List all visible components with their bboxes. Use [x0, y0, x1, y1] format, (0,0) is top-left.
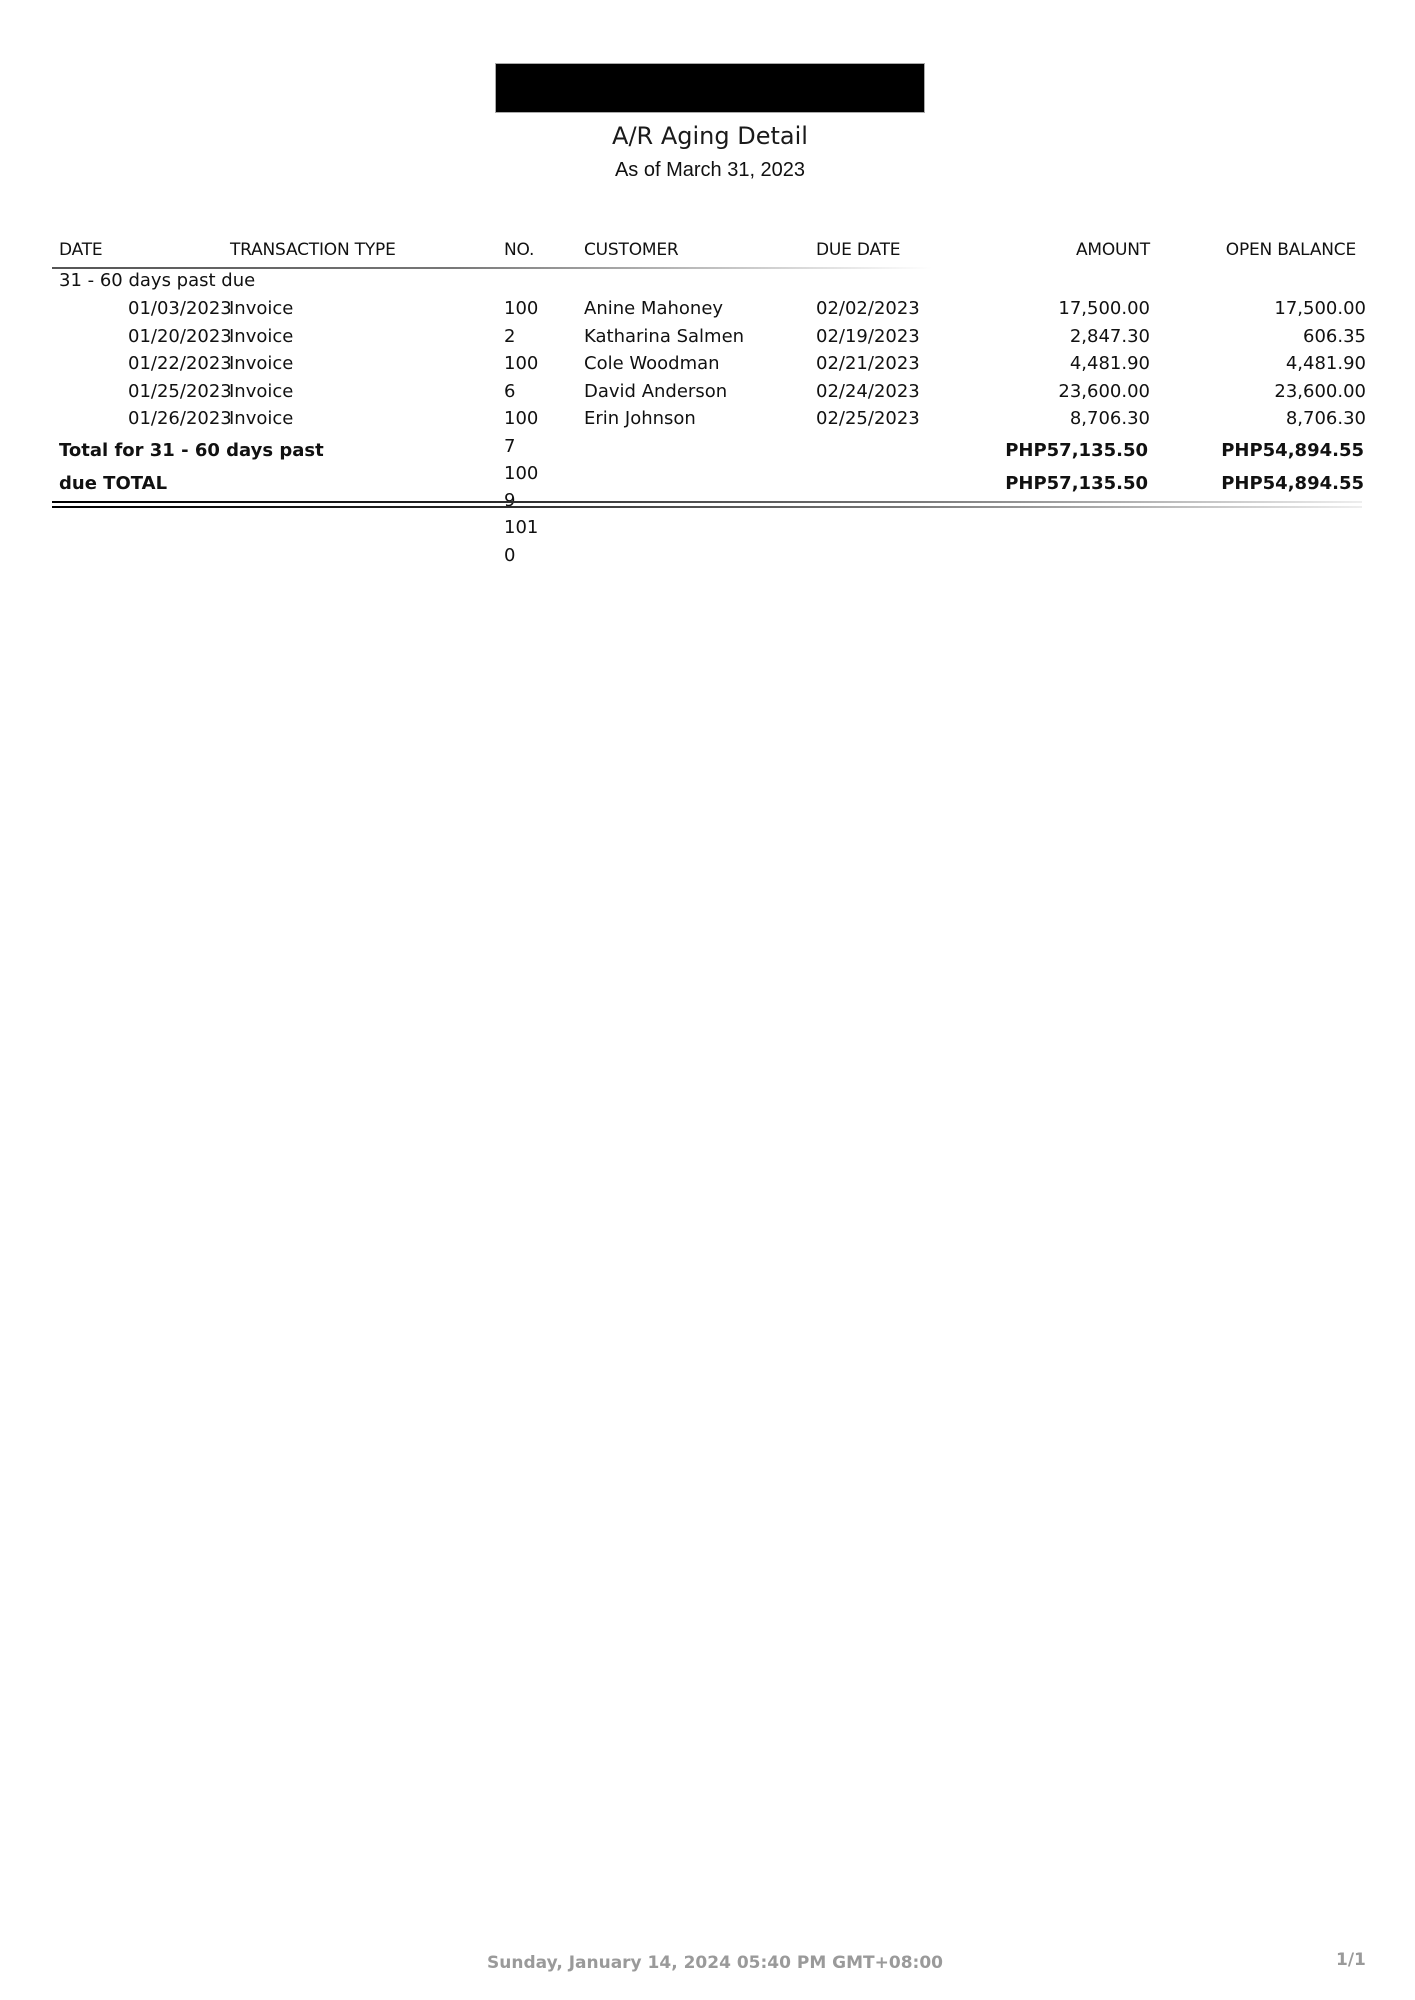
row-amount: 17,500.00	[1058, 298, 1150, 319]
row-type: Invoice	[229, 381, 294, 402]
row-type: Invoice	[229, 408, 294, 429]
row-date: 01/22/2023	[128, 353, 232, 374]
footer-timestamp: Sunday, January 14, 2024 05:40 PM GMT+08:00	[487, 1953, 943, 1973]
row-date: 01/20/2023	[128, 326, 232, 347]
invoice-no-fragment: 7	[504, 436, 516, 457]
row-date: 01/25/2023	[128, 381, 232, 402]
group-total-amount: PHP57,135.50	[1005, 440, 1148, 461]
col-header-due-date: DUE DATE	[816, 240, 901, 260]
row-open-balance: 4,481.90	[1285, 353, 1366, 374]
col-header-date: DATE	[59, 240, 103, 260]
row-due-date: 02/02/2023	[816, 298, 920, 319]
row-open-balance: 17,500.00	[1274, 298, 1366, 319]
footer-page-number: 1/1	[1336, 1950, 1366, 1970]
col-header-amount: AMOUNT	[1075, 240, 1150, 260]
grand-total-open-balance: PHP54,894.55	[1221, 473, 1364, 494]
report-date: As of March 31, 2023	[614, 159, 806, 181]
col-header-open-balance: OPEN BALANCE	[1225, 240, 1356, 260]
report-title: A/R Aging Detail	[612, 122, 808, 150]
total-double-rule-bottom	[52, 506, 1362, 508]
group-total-open-balance: PHP54,894.55	[1221, 440, 1364, 461]
row-due-date: 02/25/2023	[816, 408, 920, 429]
row-amount: 2,847.30	[1069, 326, 1150, 347]
row-customer: Cole Woodman	[584, 353, 720, 374]
row-due-date: 02/24/2023	[816, 381, 920, 402]
invoice-no-fragment: 2	[504, 326, 516, 347]
col-header-customer: CUSTOMER	[584, 240, 679, 260]
group-total-label: Total for 31 - 60 days past	[59, 440, 324, 461]
row-open-balance: 23,600.00	[1274, 381, 1366, 402]
row-customer: Erin Johnson	[584, 408, 696, 429]
row-date: 01/26/2023	[128, 408, 232, 429]
row-amount: 23,600.00	[1058, 381, 1150, 402]
row-due-date: 02/19/2023	[816, 326, 920, 347]
total-double-rule-top	[52, 501, 1362, 503]
grand-total-amount: PHP57,135.50	[1005, 473, 1148, 494]
row-amount: 4,481.90	[1069, 353, 1150, 374]
row-open-balance: 606.35	[1303, 326, 1366, 347]
col-header-no: NO.	[504, 240, 535, 260]
header-divider	[52, 267, 932, 269]
row-customer: David Anderson	[584, 381, 728, 402]
grand-total-label: due TOTAL	[59, 473, 168, 494]
row-due-date: 02/21/2023	[816, 353, 920, 374]
invoice-no-fragment: 100	[504, 298, 539, 319]
row-date: 01/03/2023	[128, 298, 232, 319]
col-header-transaction-type: TRANSACTION TYPE	[230, 240, 396, 260]
row-type: Invoice	[229, 298, 294, 319]
invoice-no-fragment: 101	[504, 517, 539, 538]
row-type: Invoice	[229, 326, 294, 347]
redacted-company-name	[495, 63, 925, 113]
row-type: Invoice	[229, 353, 294, 374]
invoice-no-fragment: 100	[504, 353, 539, 374]
group-label: 31 - 60 days past due	[59, 270, 256, 291]
invoice-no-fragment: 100	[504, 463, 539, 484]
invoice-no-fragment: 6	[504, 381, 516, 402]
row-amount: 8,706.30	[1069, 408, 1150, 429]
row-customer: Katharina Salmen	[584, 326, 745, 347]
row-customer: Anine Mahoney	[584, 298, 724, 319]
invoice-no-fragment: 100	[504, 408, 539, 429]
row-open-balance: 8,706.30	[1285, 408, 1366, 429]
invoice-no-fragment: 0	[504, 545, 516, 566]
